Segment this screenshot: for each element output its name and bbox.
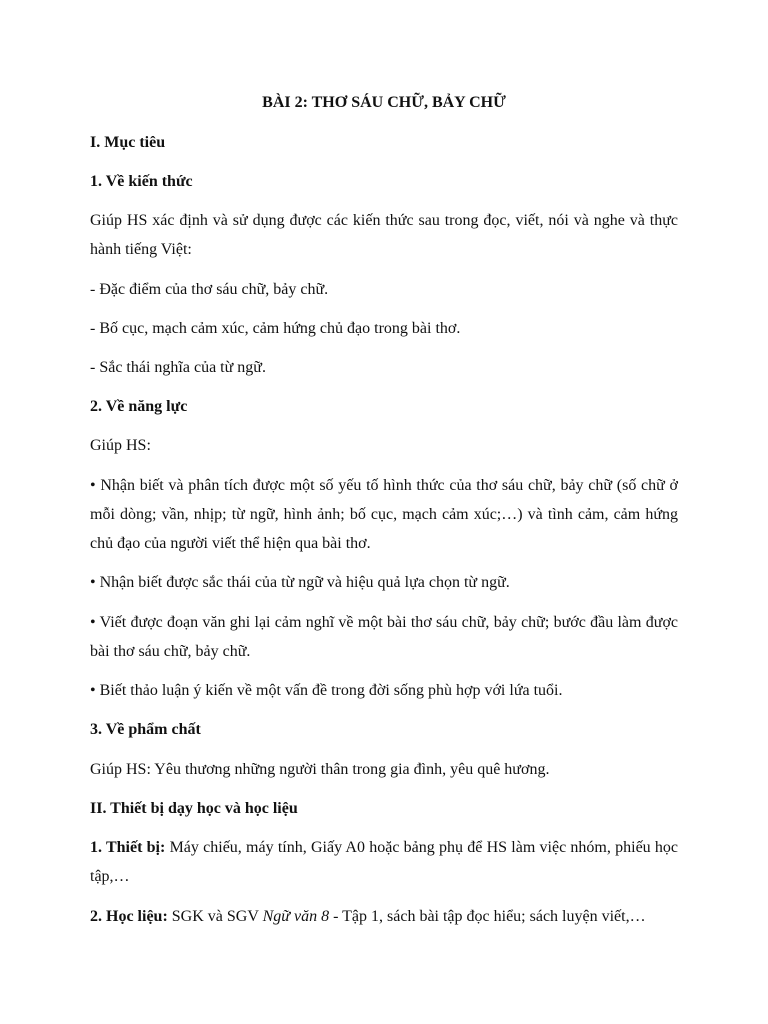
section-2-heading: II. Thiết bị dạy học và học liệu <box>90 800 298 817</box>
materials-label: 2. Học liệu: <box>90 908 168 925</box>
competence-item: • Viết được đoạn văn ghi lại cảm nghĩ về một bài thơ sáu chữ, bảy chữ; bước đầu làm được bài thơ sáu chữ, bảy chữ. <box>90 614 678 660</box>
competence-item: • Nhận biết được sắc thái của từ ngữ và hiệu quả lựa chọn từ ngữ. <box>90 574 510 591</box>
materials-text-before: SGK và SGV <box>167 908 263 925</box>
knowledge-heading: 1. Về kiến thức <box>90 173 193 190</box>
materials-text-after: - Tập 1, sách bài tập đọc hiểu; sách luyện viết,… <box>329 908 646 925</box>
knowledge-item: - Đặc điểm của thơ sáu chữ, bảy chữ. <box>90 281 329 298</box>
materials-book-title: Ngữ văn 8 <box>262 908 330 925</box>
knowledge-item: - Bố cục, mạch cảm xúc, cảm hứng chủ đạo trong bài thơ. <box>90 320 461 337</box>
knowledge-intro: Giúp HS xác định và sử dụng được các kiến thức sau trong đọc, viết, nói và nghe và thực hành tiếng Việt: <box>90 212 678 258</box>
equipment-paragraph <box>90 833 678 891</box>
knowledge-item: - Sắc thái nghĩa của từ ngữ. <box>90 359 266 376</box>
lesson-title: BÀI 2: THƠ SÁU CHỮ, BẢY CHỮ <box>262 94 506 111</box>
materials-paragraph <box>90 902 678 931</box>
competence-item: • Nhận biết và phân tích được một số yếu tố hình thức của thơ sáu chữ, bảy chữ (số chữ ở mỗi dòng; vần, nhịp; từ ngữ, hình ảnh; bố cục, mạch cảm xúc;…) và tình cảm, cảm hứng chủ đạo của người viết thể hiện qua bài thơ. <box>90 477 678 552</box>
competence-item: • Biết thảo luận ý kiến về một vấn đề trong đời sống phù hợp với lứa tuổi. <box>90 682 563 699</box>
quality-text: Giúp HS: Yêu thương những người thân trong gia đình, yêu quê hương. <box>90 761 550 778</box>
equipment-label: 1. Thiết bị: <box>90 839 166 856</box>
competence-heading: 2. Về năng lực <box>90 398 188 415</box>
equipment-text: Máy chiếu, máy tính, Giấy A0 hoặc bảng phụ để HS làm việc nhóm, phiếu học tập,… <box>90 839 679 885</box>
section-1-heading: I. Mục tiêu <box>90 134 166 151</box>
quality-heading: 3. Về phẩm chất <box>90 721 201 738</box>
competence-intro: Giúp HS: <box>90 437 151 454</box>
